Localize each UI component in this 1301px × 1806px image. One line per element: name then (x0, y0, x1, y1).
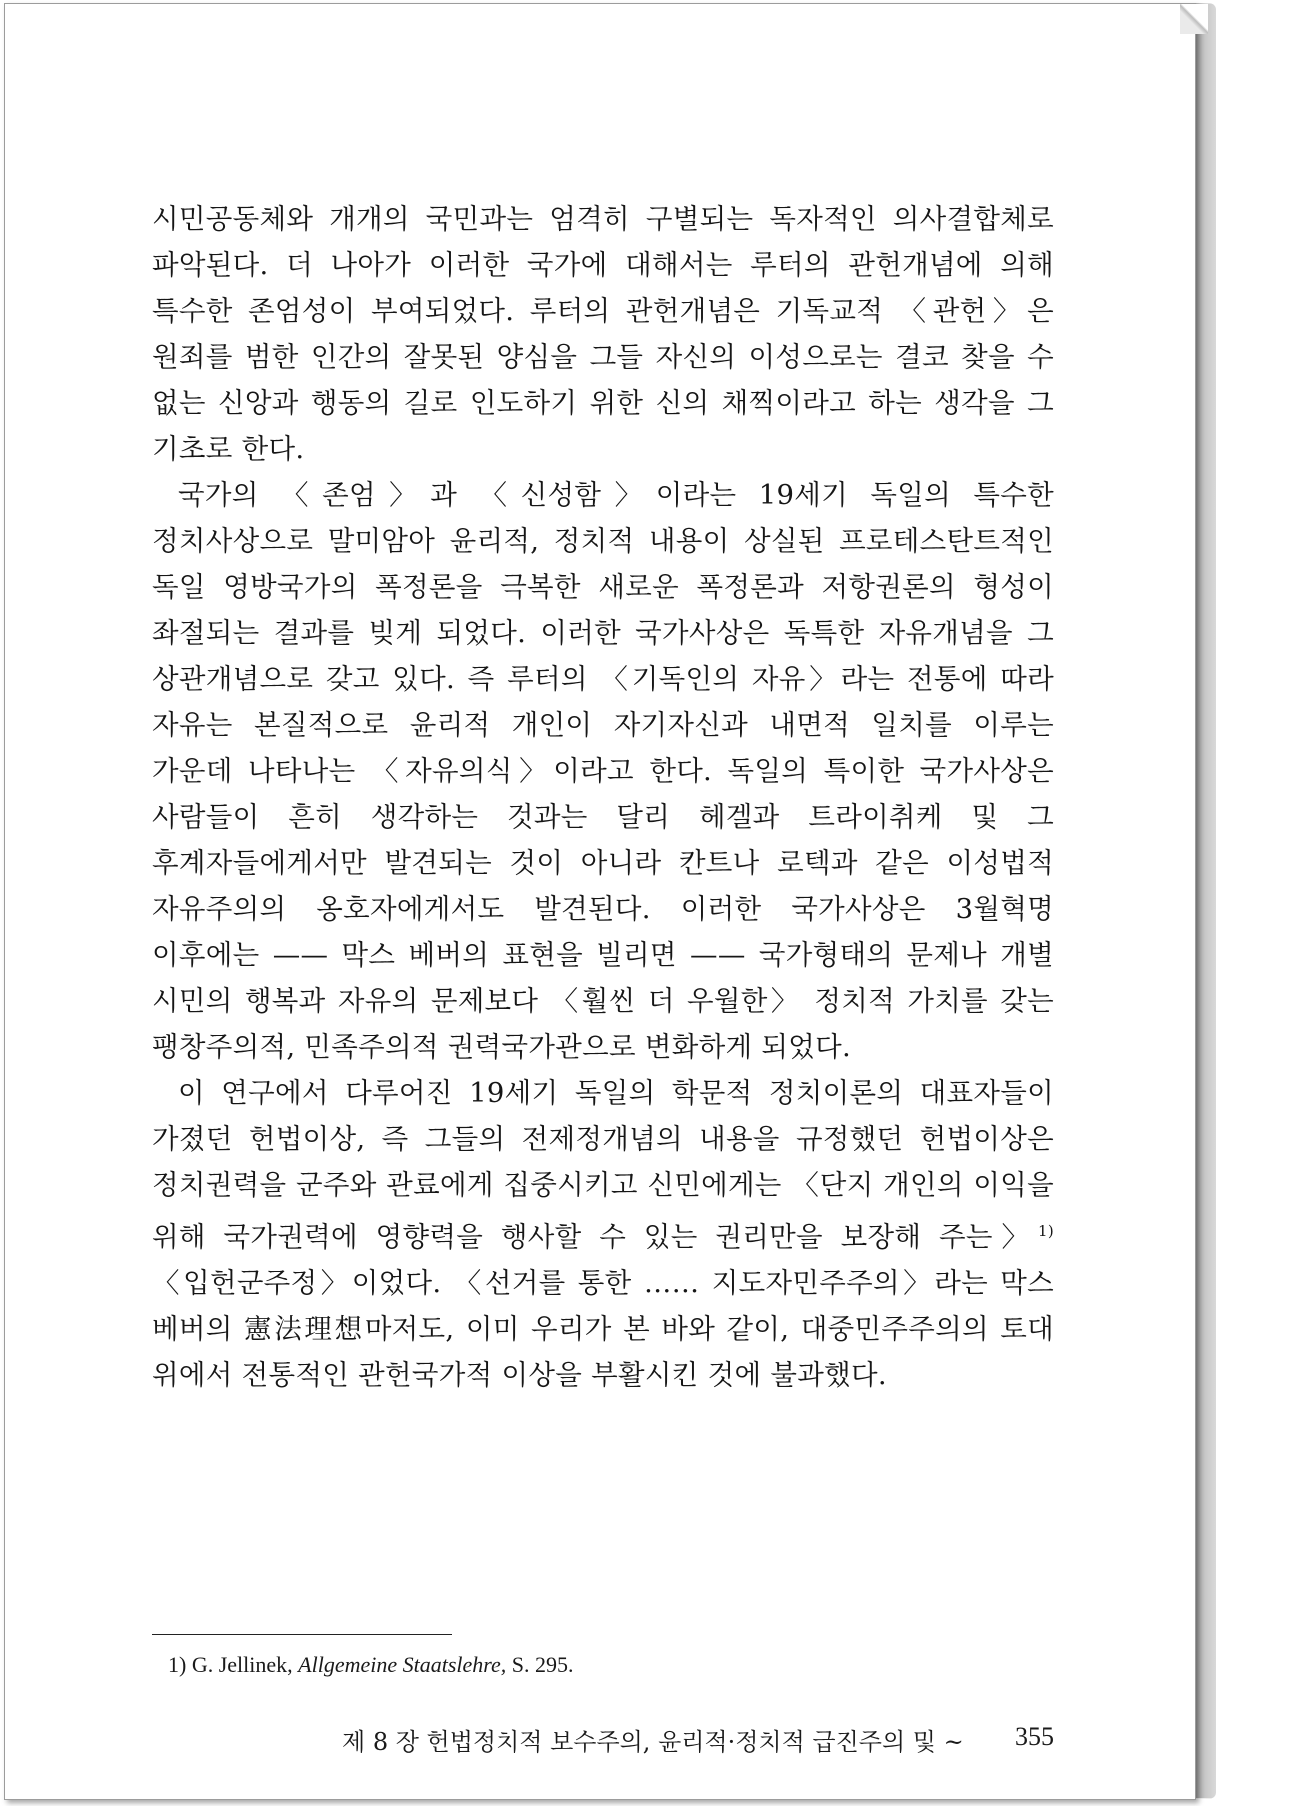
footnote-marker: 1) (168, 1652, 187, 1677)
running-footer (342, 1722, 1054, 1757)
paragraph-text: 이 연구에서 다루어진 19세기 독일의 학문적 정치이론의 대표자들이 가졌던 헌법이상, 즉 그들의 전제정개념의 내용을 규정했던 헌법이상은 정치권력을 군주와 관료에게 집중시키고 신민에게는 〈단지 개인의 이익을 위해 국가권력에 영향력을 행사할 수 있는 권리만을 보장해 주는〉 (152, 1077, 1054, 1254)
main-text (152, 196, 1054, 1398)
paragraph (152, 1070, 1054, 1398)
page-curl (1180, 4, 1208, 34)
chapter-title: 제 8 장 헌법정치적 보수주의, 윤리적·정치적 급진주의 및 ~ (342, 1728, 964, 1756)
footnote-author: G. Jellinek, (191, 1652, 293, 1677)
page-number: 355 (1015, 1722, 1054, 1751)
footnote-reference: 1) (1038, 1222, 1054, 1240)
footnote-title: Allgemeine Staatslehre, (298, 1652, 507, 1677)
footnote-divider (152, 1634, 452, 1635)
paragraph-text: 〈입헌군주정〉이었다. 〈선거를 통한 …… 지도자민주주의〉라는 막스 베버의 憲法理想마저도, 이미 우리가 본 바와 같이, 대중민주주의의 토대 위에서 전통적인 관헌국가적 이상을 부활시킨 것에 불과했다. (152, 1267, 1054, 1392)
footnote (168, 1652, 574, 1678)
paragraph: 시민공동체와 개개의 국민과는 엄격히 구별되는 독자적인 의사결합체로 파악된다. 더 나아가 이러한 국가에 대해서는 루터의 관헌개념에 의해 특수한 존엄성이 부여되었다. 루터의 관헌개념은 기독교적 〈관헌〉은 원죄를 범한 인간의 잘못된 양심을 그들 자신의 이성으로는 결코 찾을 수 없는 신앙과 행동의 길로 인도하기 위한 신의 채찍이라고 하는 생각을 그 기초로 한다. (152, 203, 1054, 465)
paragraph: 국가의 〈존엄〉과 〈신성함〉이라는 19세기 독일의 특수한 정치사상으로 말미암아 윤리적, 정치적 내용이 상실된 프로테스탄트적인 독일 영방국가의 폭정론을 극복한 새로운 폭정론과 저항권론의 형성이 좌절되는 결과를 빚게 되었다. 이러한 국가사상은 독특한 자유개념을 그 상관개념으로 갖고 있다. 즉 루터의 〈기독인의 자유〉라는 전통에 따라 자유는 본질적으로 윤리적 개인이 자기자신과 내면적 일치를 이루는 가운데 나타나는 〈자유의식〉이라고 한다. 독일의 특이한 국가사상은 사람들이 흔히 생각하는 것과는 달리 헤겔과 트라이취케 및 그 후계자들에게서만 발견되는 것이 아니라 칸트나 로텍과 같은 이성법적 자유주의의 옹호자에게서도 발견된다. 이러한 국가사상은 3월혁명 이후에는 —— 막스 베버의 표현을 빌리면 —— 국가형태의 문제나 개별 시민의 행복과 자유의 문제보다 〈훨씬 더 우월한〉 정치적 가치를 갖는 팽창주의적, 민족주의적 권력국가관으로 변화하게 되었다. (152, 479, 1054, 1063)
footnote-page: S. 295. (511, 1652, 574, 1677)
